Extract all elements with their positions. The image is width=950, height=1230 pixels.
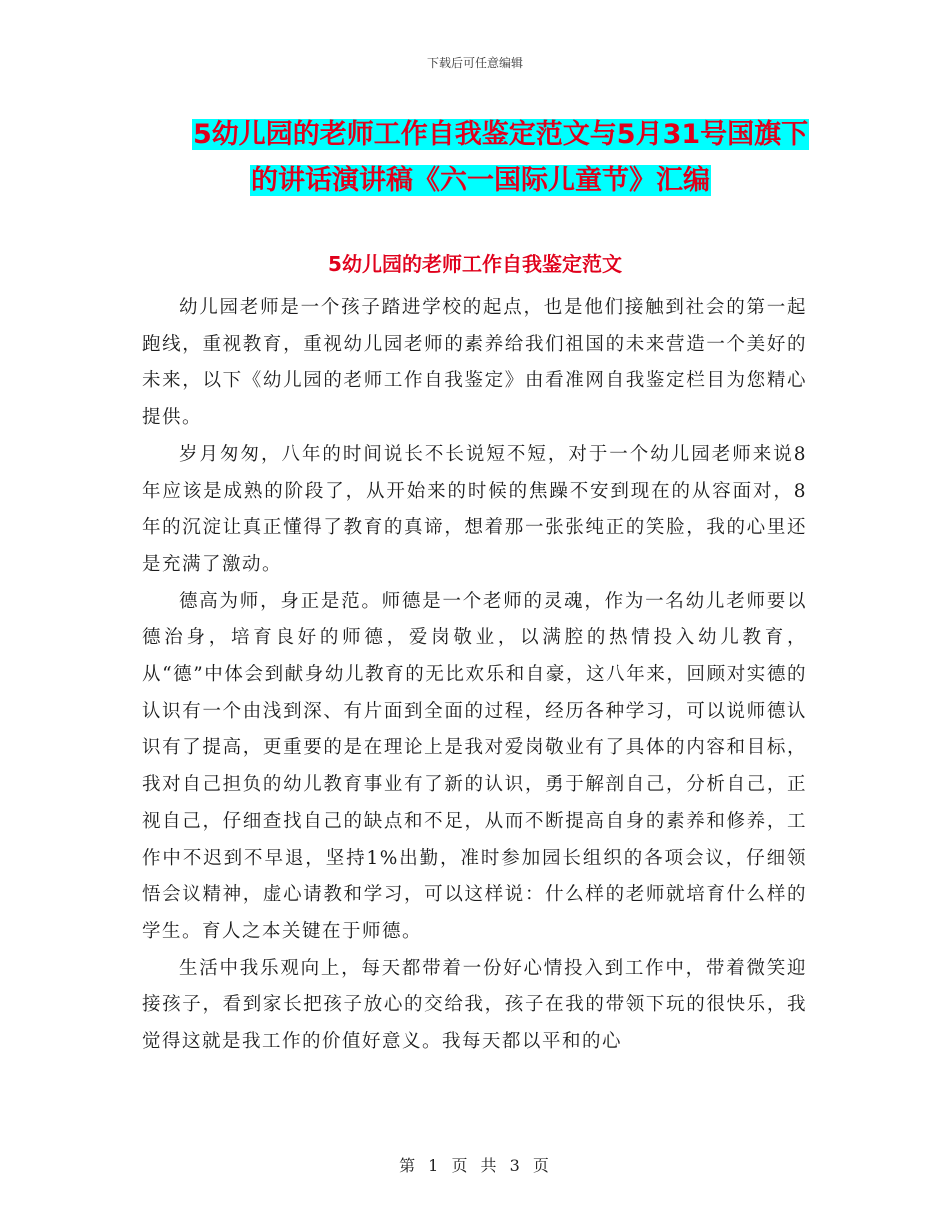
paragraph-4: 生活中我乐观向上，每天都带着一份好心情投入到工作中，带着微笑迎接孩子，看到家长把孩子放心的交给我，孩子在我的带领下玩的很快乐，我觉得这就是我工作的价值好意义。我每天都以平和的心 [142, 957, 807, 1053]
title-line-1-text: 5幼儿园的老师工作自我鉴定范文与5月31号国旗下 [193, 119, 809, 150]
title-line-2 [142, 158, 822, 204]
page-number: 第 1 页 共 3 页 [399, 1156, 551, 1175]
section-heading: 5幼儿园的老师工作自我鉴定范文 [328, 252, 622, 276]
paragraph-3: 德高为师，身正是范。师德是一个老师的灵魂，作为一名幼儿老师要以德治身，培育良好的师德，爱岗敬业，以满腔的热情投入幼儿教育，从“德”中体会到献身幼儿教育的无比欢乐和自豪，这八年来，回顾对实德的认识有一个由浅到深、有片面到全面的过程，经历各种学习，可以说师德认识有了提高，更重要的是在理论上是我对爱岗敬业有了具体的内容和目标，我对自己担负的幼儿教育事业有了新的认识，勇于解剖自己，分析自己，正视自己，仔细查找自己的缺点和不足，从而不断提高自身的素养和修养，工作中不迟到不早退，坚持1%出勤，准时参加园长组织的各项会议，仔细领悟会议精神，虚心请教和学习，可以这样说：什么样的老师就培育什么样的学生。育人之本关键在于师德。 [142, 590, 807, 942]
paragraph-1: 幼儿园老师是一个孩子踏进学校的起点，也是他们接触到社会的第一起跑线，重视教育，重视幼儿园老师的素养给我们祖国的未来营造一个美好的未来，以下《幼儿园的老师工作自我鉴定》由看准网自我鉴定栏目为您精心提供。 [142, 297, 807, 429]
paragraph-2: 岁月匆匆，八年的时间说长不长说短不短，对于一个幼儿园老师来说8年应该是成熟的阶段了，从开始来的时候的焦躁不安到现在的从容面对，8年的沉淀让真正懂得了教育的真谛，想着那一张张纯正的笑脸，我的心里还是充满了激动。 [142, 443, 807, 575]
body-text [142, 290, 807, 1061]
document-title [142, 112, 822, 204]
title-line-1 [142, 112, 822, 158]
title-line-2-text: 的讲话演讲稿《六一国际儿童节》汇编 [251, 165, 710, 196]
page-header-note: 下载后可任意编辑 [426, 56, 523, 70]
